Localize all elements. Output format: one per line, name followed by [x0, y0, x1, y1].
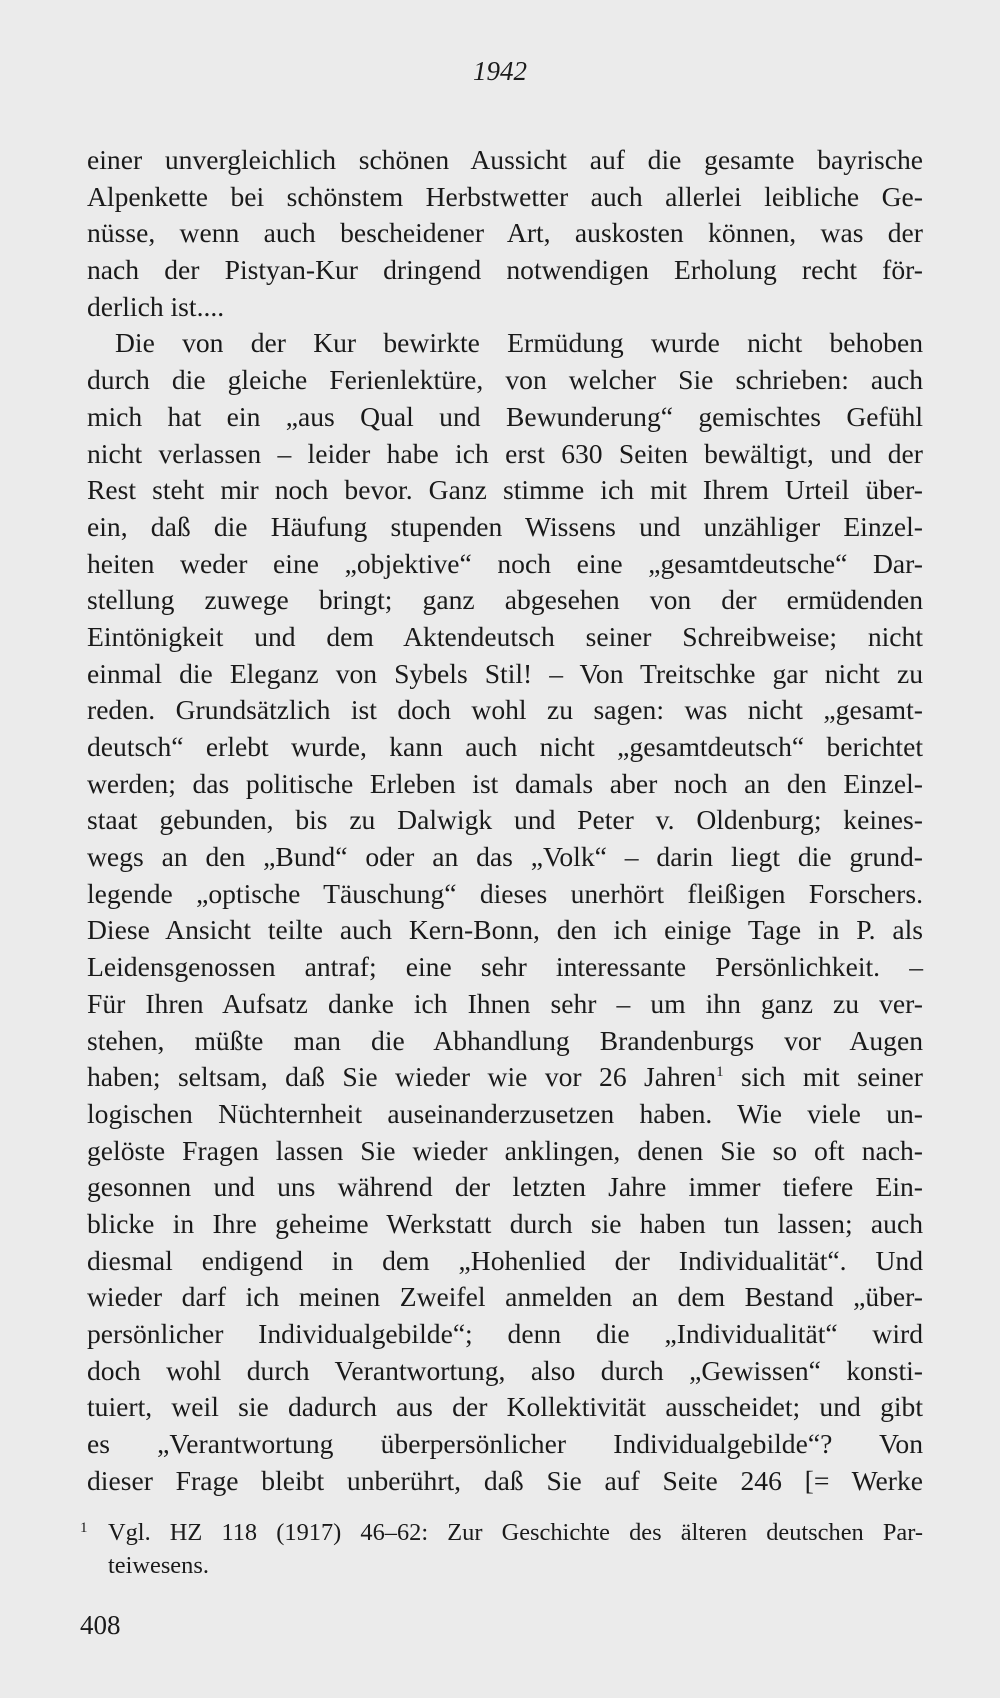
text-line: gesonnen und uns während der letzten Jahre immer tiefere Ein- — [87, 1171, 923, 1203]
text-line: Leidensgenossen antraf; eine sehr interessante Persönlichkeit. – — [87, 951, 923, 983]
footnote-marker: 1 — [80, 1520, 88, 1536]
text-line: diesmal endigend in dem „Hohenlied der Individualität“. Und — [87, 1244, 923, 1276]
page-number: 408 — [80, 1610, 121, 1640]
text-line: werden; das politische Erleben ist damals aber noch an den Einzel- — [87, 767, 923, 799]
text-line: einer unvergleichlich schönen Aussicht auf die gesamte bayrische — [87, 144, 923, 175]
main-text — [87, 142, 923, 1499]
text-line: tuiert, weil sie dadurch aus der Kollektivität ausscheidet; und gibt — [87, 1391, 923, 1423]
text-segment: haben; seltsam, daß Sie wieder wie vor 26 Jahren — [87, 1061, 717, 1093]
text-line: stellung zuwege bringt; ganz abgesehen von der ermüdenden — [87, 584, 923, 616]
text-line: einmal die Eleganz von Sybels Stil! – Von Treitschke gar nicht zu — [87, 657, 923, 689]
text-line-with-footnote-ref — [87, 1059, 923, 1096]
text-line: persönlicher Individualgebilde“; denn die „Individualität“ wird — [87, 1318, 923, 1349]
footnote — [80, 1516, 923, 1582]
text-line: nach der Pistyan-Kur dringend notwendigen Erholung recht för- — [87, 254, 923, 286]
text-line: doch wohl durch Verantwortung, also durch „Gewissen“ konsti- — [87, 1354, 923, 1386]
text-line: mich hat ein „aus Qual und Bewunderung“ gemischtes Gefühl — [87, 400, 923, 432]
text-line: Rest steht mir noch bevor. Ganz stimme ich mit Ihrem Urteil über- — [87, 474, 923, 506]
footnote-reference: 1 — [716, 1064, 724, 1081]
text-line: Diese Ansicht teilte auch Kern-Bonn, den ich einige Tage in P. als — [87, 914, 923, 946]
text-line: derlich ist.... — [87, 290, 225, 322]
text-line: gelöste Fragen lassen Sie wieder anklingen, denen Sie so oft nach- — [87, 1134, 923, 1166]
text-line: legende „optische Täuschung“ dieses unerhört fleißigen Forschers. — [87, 877, 923, 909]
text-line: stehen, müßte man die Abhandlung Brandenburgs vor Augen — [87, 1024, 923, 1056]
text-line: blicke in Ihre geheime Werkstatt durch sie haben tun lassen; auch — [87, 1207, 923, 1239]
text-line: nüsse, wenn auch bescheidener Art, auskosten können, was der — [87, 217, 923, 249]
text-segment: sich mit seiner — [723, 1061, 923, 1093]
text-line: ein, daß die Häufung stupenden Wissens und unzähliger Einzel- — [87, 510, 923, 542]
text-line: staat gebunden, bis zu Dalwigk und Peter v. Oldenburg; keines- — [87, 804, 923, 836]
text-line: Alpenkette bei schönstem Herbstwetter auch allerlei leibliche Ge- — [87, 180, 923, 212]
footnote-divider — [87, 1508, 923, 1509]
running-header: 1942 — [473, 56, 527, 86]
text-line: logischen Nüchternheit auseinanderzusetzen haben. Wie viele un- — [87, 1097, 923, 1129]
text-line: deutsch“ erlebt wurde, kann auch nicht „gesamtdeutsch“ berichtet — [87, 731, 923, 762]
text-line: Eintönigkeit und dem Aktendeutsch seiner Schreibweise; nicht — [87, 620, 923, 652]
footnote-line: teiwesens. — [108, 1552, 209, 1579]
text-line: wieder darf ich meinen Zweifel anmelden an dem Bestand „über- — [87, 1281, 923, 1313]
text-line: Für Ihren Aufsatz danke ich Ihnen sehr – um ihn ganz zu ver- — [87, 987, 923, 1019]
text-line: reden. Grundsätzlich ist doch wohl zu sagen: was nicht „gesamt- — [87, 694, 923, 726]
text-line: dieser Frage bleibt unberührt, daß Sie auf Seite 246 [= Werke — [87, 1464, 923, 1496]
text-line: Die von der Kur bewirkte Ermüdung wurde nicht behoben — [115, 327, 923, 359]
text-line: heiten weder eine „objektive“ noch eine „gesamtdeutsche“ Dar- — [87, 547, 923, 579]
text-line: nicht verlassen – leider habe ich erst 630 Seiten bewältigt, und der — [87, 437, 923, 469]
text-line: durch die gleiche Ferienlektüre, von welcher Sie schrieben: auch — [87, 364, 923, 396]
text-line: es „Verantwortung überpersönlicher Individualgebilde“? Von — [87, 1428, 923, 1460]
footnote-text — [108, 1516, 923, 1582]
footnote-line: Vgl. HZ 118 (1917) 46–62: Zur Geschichte des älteren deutschen Par- — [108, 1519, 923, 1546]
text-line: wegs an den „Bund“ oder an das „Volk“ – darin liegt die grund- — [87, 841, 923, 873]
